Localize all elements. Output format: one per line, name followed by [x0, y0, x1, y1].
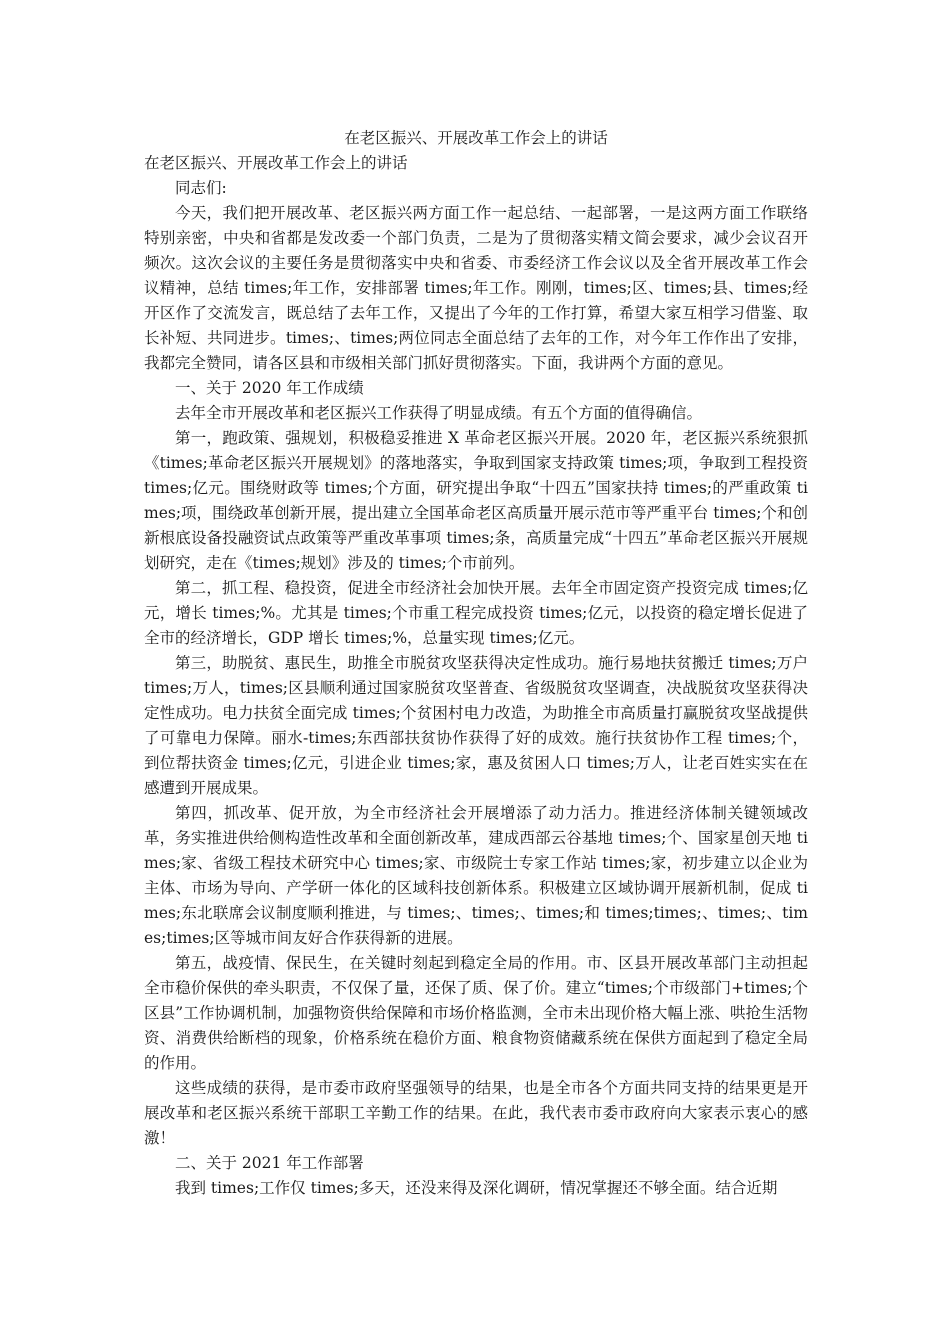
- paragraph-2021-intro: 我到 times;工作仅 times;多天，还没来得及深化调研，情况掌握还不够全面。结合近期: [175, 1179, 778, 1197]
- salutation: 同志们:: [175, 179, 227, 197]
- paragraph-second: 第二，抓工程、稳投资，促进全市经济社会加快开展。去年全市固定资产投资完成 times;亿元，增长 times;%。尤其是 times;个市重工程完成投资 times;亿元，以投资的稳定增长促进了全市的经济增长，GDP 增长 times;%，总量实现 times;亿元。: [144, 579, 808, 647]
- paragraph-fourth: 第四，抓改革、促开放，为全市经济社会开展增添了动力活力。推进经济体制关键领域改革，务实推进供给侧构造性改革和全面创新改革，建成西部云谷基地 times;个、国家星创天地 times;家、省级工程技术研究中心 times;家、市级院士专家工作站 times;家，初步建立以企业为主体、市场为导向、产学研一体化的区域科技创新体系。积极建立区域协调开展新机制，促成 times;东北联席会议制度顺利推进，与 times;、times;、times;和 times;times;、times;、times;times;区等城市间友好合作获得新的进展。: [144, 804, 808, 947]
- section-heading-2021: 二、关于 2021 年工作部署: [175, 1154, 364, 1172]
- paragraph-intro: 今天，我们把开展改革、老区振兴两方面工作一起总结、一起部署，一是这两方面工作联络特别亲密，中央和省都是发改委一个部门负责，二是为了贯彻落实精文简会要求，减少会议召开频次。这次会议的主要任务是贯彻落实中央和省委、市委经济工作会议以及全省开展改革工作会议精神，总结 times;年工作，安排部署 times;年工作。刚刚，times;区、times;县、times;经开区作了交流发言，既总结了去年工作，又提出了今年的工作打算，希望大家互相学习借鉴、取长补短、共同进步。times;、times;两位同志全面总结了去年的工作，对今年工作作出了安排，我都完全赞同，请各区县和市级相关部门抓好贯彻落实。下面，我讲两个方面的意见。: [144, 204, 808, 372]
- section-heading-2020: 一、关于 2020 年工作成绩: [175, 379, 364, 397]
- paragraph-first: 第一，跑政策、强规划，积极稳妥推进 X 革命老区振兴开展。2020 年，老区振兴系统狠抓《times;革命老区振兴开展规划》的落地落实，争取到国家支持政策 times;项，争取到工程投资 times;亿元。围绕财政等 times;个方面，研究提出争取“十四五”国家扶持 times;的严重政策 times;项，围绕政革创新开展，提出建立全国革命老区高质量开展示范市等严重平台 times;个和创新根底设备投融资试点政策等严重改革事项 times;条，高质量完成“十四五”革命老区振兴开展规划研究，走在《times;规划》涉及的 times;个市前列。: [144, 429, 808, 572]
- paragraph-fifth: 第五，战疫情、保民生，在关键时刻起到稳定全局的作用。市、区县开展改革部门主动担起全市稳价保供的牵头职责，不仅保了量，还保了质、保了价。建立“times;个市级部门+times;个区县”工作协调机制，加强物资供给保障和市场价格监测，全市未出现价格大幅上涨、哄抢生活物资、消费供给断档的现象，价格系统在稳价方面、粮食物资储藏系统在保供方面起到了稳定全局的作用。: [144, 954, 808, 1072]
- paragraph-thanks: 这些成绩的获得，是市委市政府坚强领导的结果，也是全市各个方面共同支持的结果更是开展改革和老区振兴系统干部职工辛勤工作的结果。在此，我代表市委市政府向大家表示衷心的感激！: [144, 1079, 808, 1147]
- paragraph-third: 第三，助脱贫、惠民生，助推全市脱贫攻坚获得决定性成功。施行易地扶贫搬迁 times;万户 times;万人，times;区县顺利通过国家脱贫攻坚普查、省级脱贫攻坚调查，决战脱贫攻坚获得决定性成功。电力扶贫全面完成 times;个贫困村电力改造，为助推全市高质量打赢脱贫攻坚战提供了可靠电力保障。丽水-times;东西部扶贫协作获得了好的成效。施行扶贫协作工程 times;个，到位帮扶资金 times;亿元，引进企业 times;家，惠及贫困人口 times;万人，让老百姓实实在在感遭到开展成果。: [144, 654, 808, 797]
- document-body: [144, 126, 808, 1201]
- page-title: 在老区振兴、开展改革工作会上的讲话: [344, 129, 608, 147]
- document-subtitle: 在老区振兴、开展改革工作会上的讲话: [144, 154, 408, 172]
- paragraph-summary: 去年全市开展改革和老区振兴工作获得了明显成绩。有五个方面的值得确信。: [175, 404, 703, 422]
